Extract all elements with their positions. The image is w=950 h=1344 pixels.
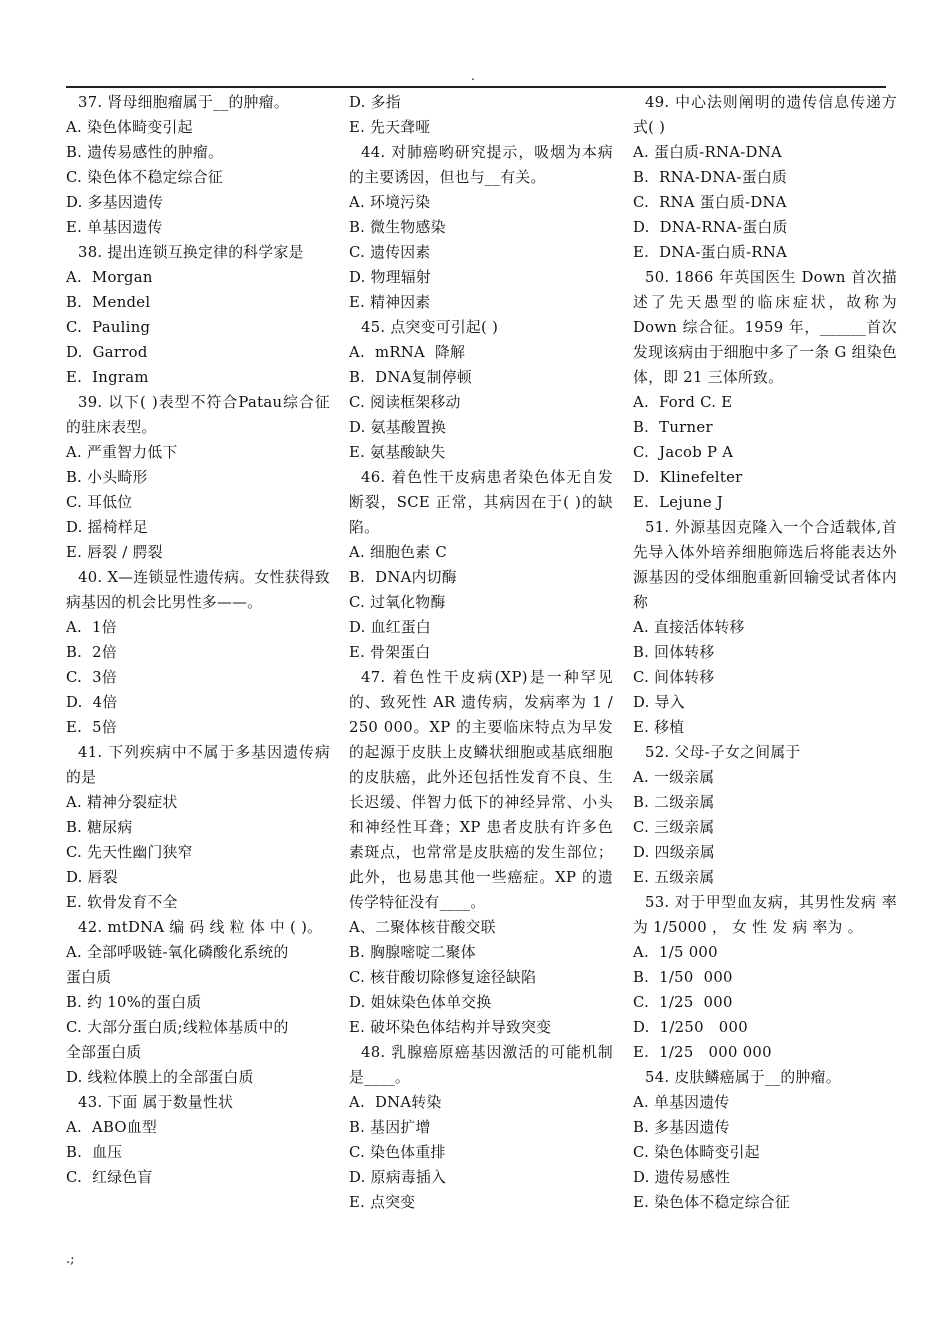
answer-option: E. 单基因遗传	[66, 219, 163, 236]
answer-option: A. 1倍	[66, 619, 117, 636]
question-stem: 46. 着色性干皮病患者染色体无自发断裂，SCE 正常，其病因在于( )的缺陷。	[349, 469, 613, 536]
answer-option: D. Garrod	[66, 344, 148, 361]
answer-option: B. 胸腺嘧啶二聚体	[349, 944, 476, 961]
answer-option: D. 1/250 000	[633, 1019, 748, 1036]
answer-option: C. 间体转移	[633, 669, 715, 686]
answer-option: C. 先天性幽门狭窄	[66, 844, 193, 861]
answer-option: D. 唇裂	[66, 869, 118, 886]
answer-option: B. 基因扩增	[349, 1119, 431, 1136]
answer-option: E. 骨架蛋白	[349, 644, 431, 661]
question-stem: 40. X—连锁显性遗传病。女性获得致病基因的机会比男性多——。	[66, 569, 330, 611]
answer-option: D. 摇椅样足	[66, 519, 149, 536]
answer-option: A. DNA转染	[349, 1094, 442, 1111]
answer-option: D. 4倍	[66, 694, 118, 711]
answer-option: C. 大部分蛋白质;线粒体基质中的	[66, 1019, 289, 1036]
answer-option: B. 多基因遗传	[633, 1119, 730, 1136]
answer-option: B. 小头畸形	[66, 469, 148, 486]
answer-option: E. DNA-蛋白质-RNA	[633, 244, 788, 261]
question-stem: 48. 乳腺癌原癌基因激活的可能机制是____。	[349, 1044, 613, 1086]
answer-option: 全部蛋白质	[66, 1044, 142, 1061]
question-stem: 37. 肾母细胞瘤属于__的肿瘤。	[78, 94, 289, 111]
answer-option: A. 全部呼吸链-氧化磷酸化系统的	[66, 944, 289, 961]
answer-option: C. RNA 蛋白质-DNA	[633, 194, 787, 211]
column-3	[633, 90, 897, 1215]
answer-option: A. 严重智力低下	[66, 444, 178, 461]
answer-option: C. Pauling	[66, 319, 151, 336]
answer-option: B. 糖尿病	[66, 819, 133, 836]
answer-option: D. 血红蛋白	[349, 619, 432, 636]
answer-option: A. mRNA 降解	[349, 344, 466, 361]
answer-option: A. 直接活体转移	[633, 619, 745, 636]
answer-option: D. 遗传易感性	[633, 1169, 731, 1186]
answer-option: D. 多指	[349, 94, 401, 111]
answer-option: A. 染色体畸变引起	[66, 119, 193, 136]
answer-option: E. 染色体不稳定综合征	[633, 1194, 790, 1211]
question-stem: 54. 皮肤鳞癌属于__的肿瘤。	[645, 1069, 841, 1086]
answer-option: C. 三级亲属	[633, 819, 715, 836]
answer-option: E. 5倍	[66, 719, 117, 736]
answer-option: B. RNA-DNA-蛋白质	[633, 169, 788, 186]
header-mark: .	[471, 69, 475, 83]
answer-option: C. 1/25 000	[633, 994, 733, 1011]
question-stem: 49. 中心法则阐明的遗传信息传递方式( )	[633, 94, 897, 136]
answer-option: A. 蛋白质-RNA-DNA	[633, 144, 782, 161]
answer-option: E. Ingram	[66, 369, 149, 386]
answer-option: C. 遗传因素	[349, 244, 431, 261]
answer-option: D. 物理辐射	[349, 269, 432, 286]
answer-option: C. 染色体重排	[349, 1144, 446, 1161]
answer-option: C. 红绿色盲	[66, 1169, 153, 1186]
answer-option: E. Lejune J	[633, 494, 724, 511]
answer-option: C. 过氧化物酶	[349, 594, 446, 611]
answer-option: E. 软骨发育不全	[66, 894, 178, 911]
answer-option: E. 1/25 000 000	[633, 1044, 772, 1061]
answer-option: B. Turner	[633, 419, 713, 436]
answer-option: D. Klinefelter	[633, 469, 743, 486]
question-stem: 45. 点突变可引起( )	[361, 319, 499, 336]
answer-option: E. 氨基酸缺失	[349, 444, 446, 461]
answer-option: E. 唇裂 / 腭裂	[66, 544, 163, 561]
question-stem: 38. 提出连锁互换定律的科学家是	[78, 244, 304, 261]
column-2	[349, 90, 613, 1215]
answer-option: C. 染色体不稳定综合征	[66, 169, 223, 186]
answer-option: A. Morgan	[66, 269, 153, 286]
header-rule	[66, 86, 886, 88]
answer-option: C. 耳低位	[66, 494, 133, 511]
answer-option: B. 约 10%的蛋白质	[66, 994, 202, 1011]
question-stem: 53. 对于甲型血友病，其男性发病 率 为 1/5000 ， 女 性 发 病 率为 。	[633, 894, 897, 936]
question-stem: 43. 下面 属于数量性状	[78, 1094, 234, 1111]
question-stem: 47. 着色性干皮病(XP)是一种罕见的、致死性 AR 遗传病，发病率为 1 / 250 000。XP 的主要临床特点为早发的起源于皮肤上皮鳞状细胞或基底细胞的皮肤癌，此外还包括性发育不良、生长迟缓、伴智力低下的神经异常、小头和神经性耳聋；XP 患者皮肤有许多色素斑点，也常常是皮肤癌的发生部位；此外，也易患其他一些癌症。XP 的遗传学特征没有____。	[349, 669, 613, 911]
answer-option: 蛋白质	[66, 969, 112, 986]
question-stem: 41. 下列疾病中不属于多基因遗传病的是	[66, 744, 330, 786]
answer-option: D. 线粒体膜上的全部蛋白质	[66, 1069, 254, 1086]
answer-option: E. 先天聋哑	[349, 119, 431, 136]
answer-option: B. 血压	[66, 1144, 123, 1161]
answer-option: E. 点突变	[349, 1194, 416, 1211]
answer-option: C. 染色体畸变引起	[633, 1144, 760, 1161]
answer-option: A. 细胞色素 C	[349, 544, 448, 561]
answer-option: B. 2倍	[66, 644, 117, 661]
answer-option: A. ABO血型	[66, 1119, 158, 1136]
answer-option: B. 遗传易感性的肿瘤。	[66, 144, 224, 161]
answer-option: B. 回体转移	[633, 644, 715, 661]
answer-option: E. 精神因素	[349, 294, 431, 311]
answer-option: E. 移植	[633, 719, 685, 736]
question-stem: 42. mtDNA 编 码 线 粒 体 中 ( )。	[78, 919, 323, 936]
question-stem: 52. 父母-子女之间属于	[645, 744, 801, 761]
footer-mark: .;	[66, 1252, 75, 1267]
answer-option: D. 姐妹染色体单交换	[349, 994, 492, 1011]
answer-option: A. 单基因遗传	[633, 1094, 730, 1111]
answer-option: A、二聚体核苷酸交联	[349, 919, 496, 936]
answer-option: E. 破坏染色体结构并导致突变	[349, 1019, 552, 1036]
answer-option: A. 一级亲属	[633, 769, 715, 786]
answer-option: B. 二级亲属	[633, 794, 715, 811]
answer-option: B. Mendel	[66, 294, 151, 311]
answer-option: B. 微生物感染	[349, 219, 446, 236]
answer-option: B. DNA复制停顿	[349, 369, 472, 386]
answer-option: A. Ford C. E	[633, 394, 733, 411]
answer-option: D. 导入	[633, 694, 685, 711]
answer-option: B. DNA内切酶	[349, 569, 457, 586]
answer-option: D. 多基因遗传	[66, 194, 164, 211]
column-1	[66, 90, 330, 1190]
question-stem: 44. 对肺癌哟研究提示，吸烟为本病的主要诱因，但也与__有关。	[349, 144, 613, 186]
answer-option: D. 四级亲属	[633, 844, 716, 861]
answer-option: D. 氨基酸置换	[349, 419, 447, 436]
question-stem: 50. 1866 年英国医生 Down 首次描述了先天愚型的临床症状，故称为 Down 综合征。1959 年，______首次发现该病由于细胞中多了一条 G 组染色体，即 21 三体所致。	[633, 269, 897, 386]
answer-option: D. 原病毒插入	[349, 1169, 447, 1186]
answer-option: C. 核苷酸切除修复途径缺陷	[349, 969, 537, 986]
question-stem: 39. 以下( )表型不符合Patau综合征的驻床表型。	[66, 394, 330, 436]
answer-option: A. 精神分裂症状	[66, 794, 178, 811]
answer-option: D. DNA-RNA-蛋白质	[633, 219, 788, 236]
answer-option: C. 阅读框架移动	[349, 394, 461, 411]
answer-option: B. 1/50 000	[633, 969, 733, 986]
answer-option: E. 五级亲属	[633, 869, 715, 886]
answer-option: C. 3倍	[66, 669, 117, 686]
answer-option: C. Jacob P A	[633, 444, 734, 461]
question-stem: 51. 外源基因克隆入一个合适载体,首先导入体外培养细胞筛选后将能表达外源基因的受体细胞重新回输受试者体内称	[633, 519, 897, 611]
answer-option: A. 1/5 000	[633, 944, 718, 961]
answer-option: A. 环境污染	[349, 194, 431, 211]
